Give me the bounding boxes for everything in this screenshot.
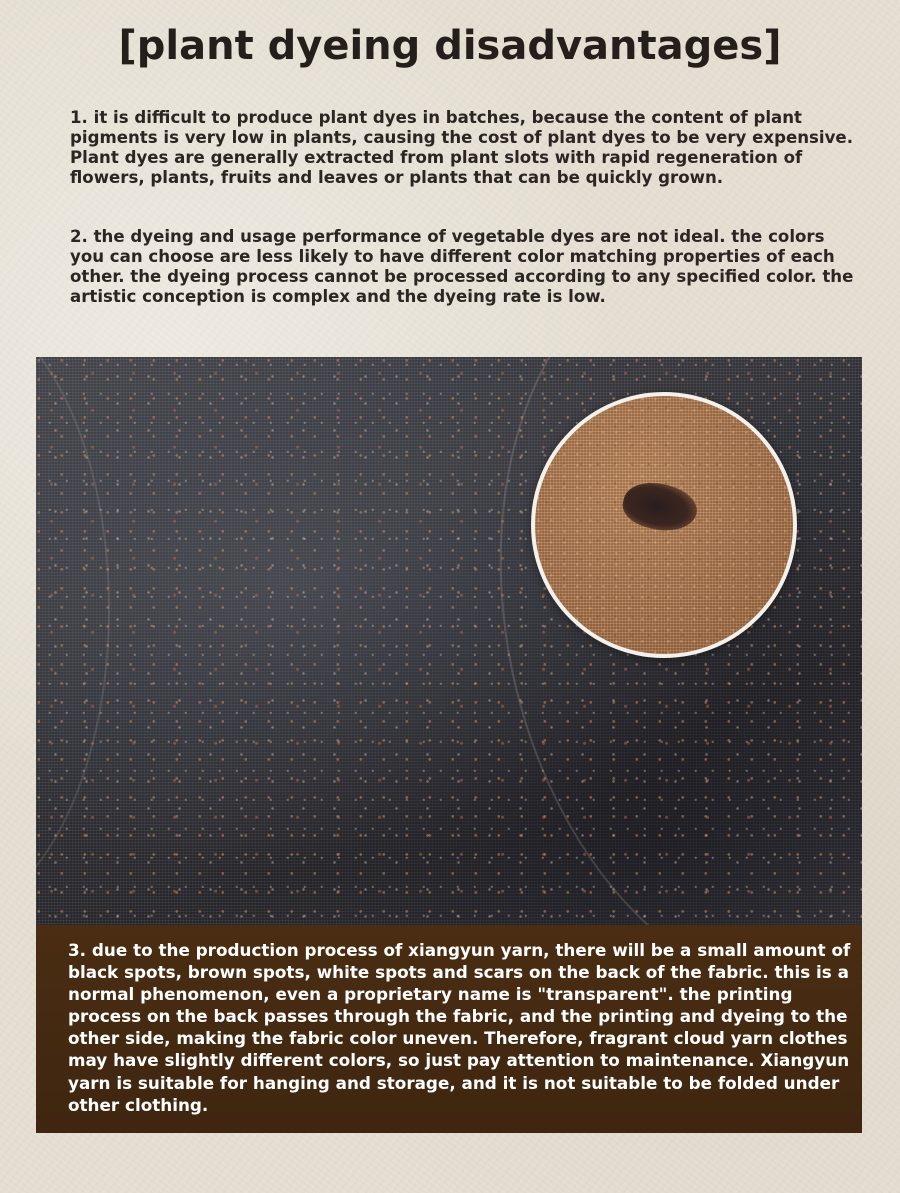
page-title: [plant dyeing disadvantages] (118, 23, 782, 69)
fabric-spot-zoom-inset (531, 392, 797, 658)
point-1-text: 1. it is difficult to produce plant dyes in batches, because the content of plant pigments is very low in plants, causing the cost of plant dyes to be very expensive. Plant dyes are generally extracted from plant slots with rapid regeneration of flowers, plants, fruits and leaves or plants that can be quickly grown. (70, 108, 853, 187)
point-2-text: 2. the dyeing and usage performance of vegetable dyes are not ideal. the colors you can choose are less likely to have different color matching properties of each other. the dyeing process cannot be processed according to any specified color. the artistic conception is complex and the dyeing rate is low. (70, 227, 854, 306)
caption-band (36, 925, 862, 1133)
fabric-fold-line (36, 357, 110, 921)
point-3-text: 3. due to the production process of xiangyun yarn, there will be a small amount of black spots, brown spots, white spots and scars on the back of the fabric. this is a normal phenomenon, even a proprietary name is "transparent". the printing process on the back passes through the fabric, and the printing and dyeing to the other side, making the fabric color uneven. Therefore, fragrant cloud yarn clothes may have slightly different colors, so just pay attention to maintenance. Xiangyun yarn is suitable for hanging and storage, and it is not suitable to be folded under other clothing. (68, 940, 851, 1115)
dark-spot-mark (619, 476, 702, 539)
